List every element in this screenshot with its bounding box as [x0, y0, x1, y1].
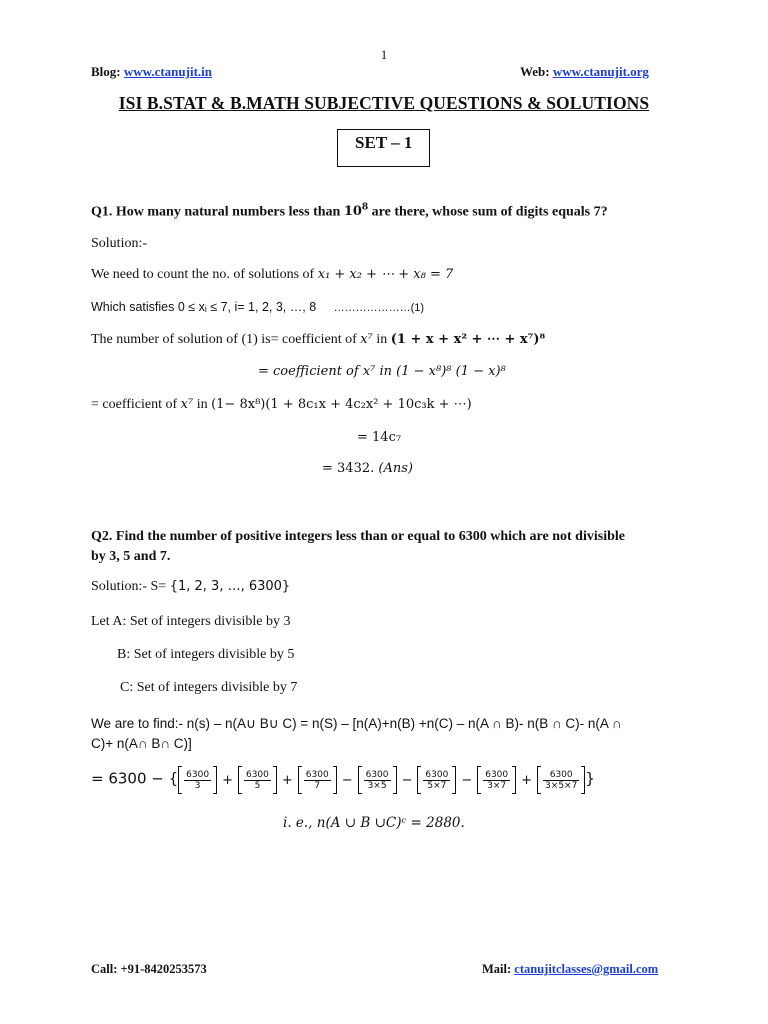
web-link[interactable]: www.ctanujit.org: [552, 64, 649, 79]
fraction-denominator: 3×5: [367, 780, 387, 791]
q2-solution-set: {1, 2, 3, …, 6300}: [169, 579, 291, 594]
q1-line3-in: in: [372, 332, 391, 347]
q2-find-line2: C)+ n(A∩ B∩ C)]: [91, 736, 192, 751]
header-blog: [91, 64, 212, 80]
fraction-numerator: 6300: [365, 769, 389, 780]
fraction-denominator: 7: [314, 780, 321, 791]
q1-exponent: 8: [361, 203, 369, 213]
floor-bracket-right: [213, 766, 217, 794]
q1-line1: [91, 267, 453, 283]
fraction-denominator: 3×5×7: [545, 780, 578, 791]
blog-link[interactable]: www.ctanujit.in: [123, 64, 212, 79]
q1-ans-label: (Ans): [378, 461, 413, 476]
q2-find: [91, 714, 691, 754]
blog-label: Blog:: [91, 64, 124, 79]
q1-line5: [91, 397, 472, 413]
fraction: [184, 770, 211, 791]
q2-let-a: Let A: Set of integers divisible by 3: [91, 614, 291, 629]
floor-bracket-left: [178, 766, 182, 794]
footer-mail: [482, 962, 658, 977]
fraction-operator: +: [281, 772, 293, 788]
fraction-numerator: 6300: [245, 769, 269, 780]
fraction-numerator: 6300: [485, 769, 509, 780]
q1-line4: = coefficient of x⁷ in (1 − x⁸)⁸ (1 − x)⁸: [258, 364, 506, 379]
header-web: [520, 64, 649, 80]
q2-equation: [91, 766, 595, 794]
web-label: Web:: [520, 64, 553, 79]
q2-result: i. e., n(A ∪ B ∪C)ᶜ = 2880.: [283, 815, 465, 831]
q2-solution-label: Solution:- S=: [91, 579, 170, 594]
fraction: [304, 770, 331, 791]
fraction: [483, 770, 510, 791]
q1-line3-math: (1 + x + x² + ⋯ + x⁷)⁸: [390, 332, 546, 347]
fraction-denominator: 5: [254, 780, 261, 791]
fraction-operator: +: [222, 772, 233, 788]
fraction-denominator: 5×7: [427, 780, 447, 791]
q1-question: [91, 203, 608, 220]
q1-line2-ref: …………………(1): [333, 302, 425, 314]
fraction-numerator: 6300: [186, 769, 210, 780]
q1-line5-in: in: [193, 397, 212, 412]
floor-bracket-left: [238, 766, 242, 794]
fraction-numerator: 6300: [543, 770, 579, 781]
set-label: SET – 1: [355, 133, 413, 152]
q1-answer: = 3432.: [322, 461, 375, 476]
q1-line5-var: x⁷: [180, 397, 194, 412]
q2-question-line1: Q2. Find the number of positive integers less than or equal to 6300 which are not divisible: [91, 529, 625, 544]
q1-solution-label: Solution:-: [91, 236, 148, 251]
q1-line5-text: = coefficient of: [91, 397, 181, 412]
fraction-denominator: 3×7: [487, 780, 507, 791]
q1-line3-var: x⁷: [360, 332, 373, 347]
fraction-operator: −: [461, 772, 473, 788]
floor-bracket-left: [417, 766, 421, 794]
fraction: [244, 770, 271, 791]
q1-line7: [322, 461, 413, 476]
fraction-numerator: 6300: [425, 769, 449, 780]
q2-fraction-row: [178, 769, 585, 791]
floor-bracket-right: [273, 766, 277, 794]
floor-bracket-right: [452, 766, 456, 794]
fraction-operator: −: [341, 772, 353, 788]
fraction-numerator: 6300: [305, 769, 329, 780]
mail-link[interactable]: ctanujitclasses@gmail.com: [514, 962, 659, 976]
q2-eq-suffix: }: [585, 769, 595, 788]
fraction: [364, 770, 391, 791]
mail-label: Mail:: [482, 962, 515, 976]
floor-bracket-right: [393, 766, 397, 794]
fraction: [423, 770, 450, 791]
page-number: 1: [380, 47, 388, 62]
fraction-operator: −: [401, 772, 413, 788]
floor-bracket-left: [358, 766, 362, 794]
fraction: [543, 770, 579, 791]
q2-question-line2: by 3, 5 and 7.: [91, 549, 171, 564]
set-label-box: [337, 129, 430, 167]
document-title: ISI B.STAT & B.MATH SUBJECTIVE QUESTIONS & SOLUTIONS: [118, 93, 650, 113]
q2-let-c: C: Set of integers divisible by 7: [120, 680, 298, 695]
floor-bracket-right: [512, 766, 516, 794]
footer-call: Call: +91-8420253573: [91, 962, 207, 976]
q2-eq-prefix: = 6300 − {: [91, 769, 179, 788]
q2-let-b: B: Set of integers divisible by 5: [117, 647, 295, 662]
floor-bracket-left: [537, 766, 541, 794]
q1-line3-text: The number of solution of (1) is= coefficient of: [91, 332, 361, 347]
q2-find-line1: We are to find:- n(s) – n(A∪ B∪ C) = n(S) – [n(A)+n(B) +n(C) – n(A ∩ B)- n(B ∩ C)- n(A ∩: [91, 716, 622, 731]
q1-line6: = 14c₇: [357, 430, 402, 445]
q2-question: [91, 527, 681, 567]
q1-line1-math: x₁ + x₂ + ⋯ + x₈ = 7: [317, 267, 454, 282]
q1-line5-math: (1− 8x⁸)(1 + 8c₁x + 4c₂x² + 10c₃k + ⋯): [211, 397, 472, 412]
q2-solution: [91, 579, 290, 595]
q1-power: [344, 204, 368, 219]
fraction-operator: +: [521, 772, 533, 788]
q1-base: 10: [343, 204, 362, 220]
q1-question-tail: are there, whose sum of digits equals 7?: [368, 204, 608, 220]
q1-line2-text: Which satisfies 0 ≤ xᵢ ≤ 7, i= 1, 2, 3, …, 8: [91, 300, 317, 314]
q1-line2: [91, 300, 424, 314]
q1-line1-text: We need to count the no. of solutions of: [91, 267, 318, 282]
q1-line3: [91, 332, 545, 348]
floor-bracket-left: [477, 766, 481, 794]
floor-bracket-left: [298, 766, 302, 794]
fraction-denominator: 3: [194, 780, 201, 791]
floor-bracket-right: [333, 766, 337, 794]
q1-question-text: Q1. How many natural numbers less than: [91, 204, 344, 220]
